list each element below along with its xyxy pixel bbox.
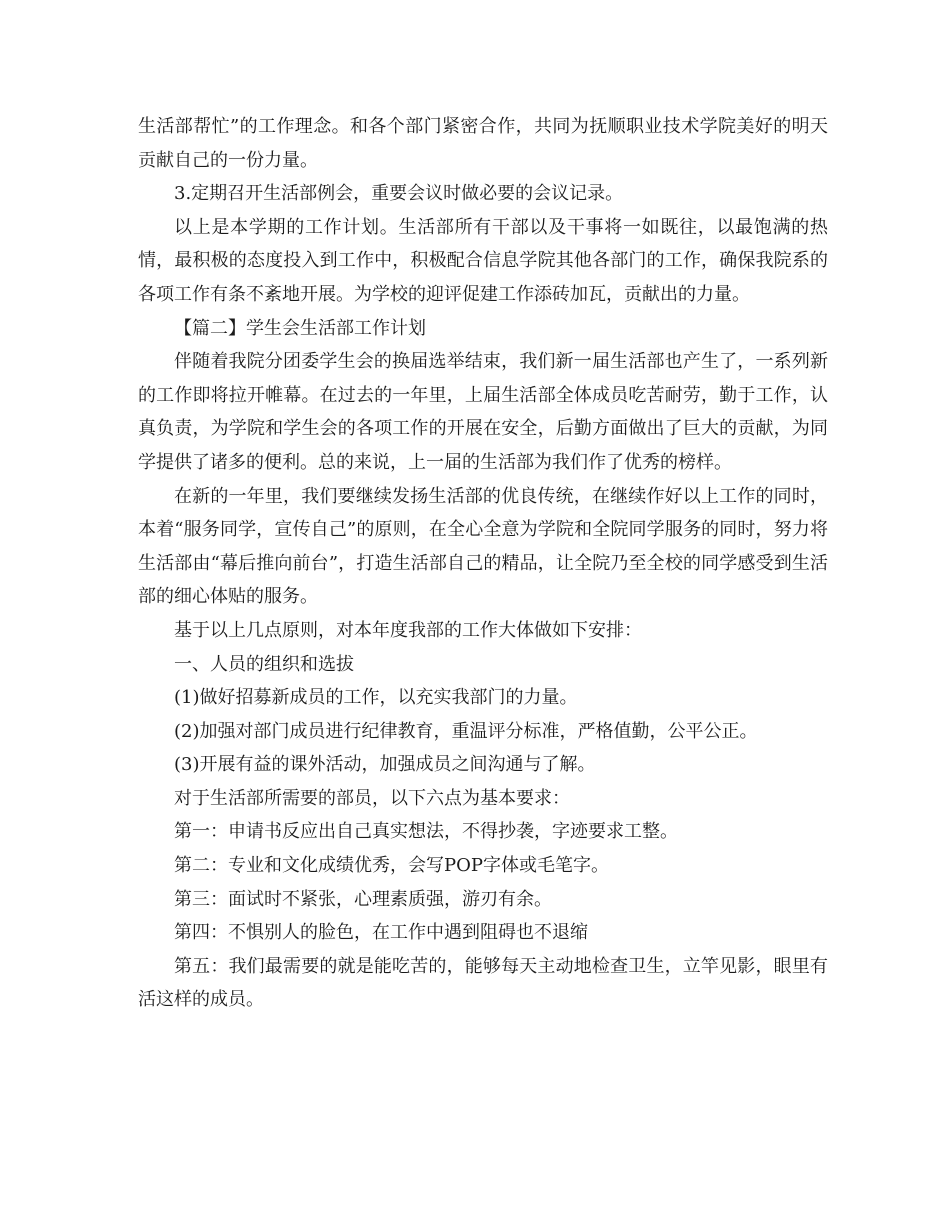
document-body: [138, 110, 828, 1017]
paragraph-2: 3.定期召开生活部例会，重要会议时做必要的会议记录。: [174, 183, 624, 205]
paragraph-3: 以上是本学期的工作计划。生活部所有干部以及干事将一如既往，以最饱满的热情，最积极的态度投入到工作中，积极配合信息学院其他各部门的工作，确保我院系的各项工作有条不紊地开展。为学校的迎评促建工作添砖加瓦，贡献出的力量。: [138, 216, 828, 305]
paragraph-1: 生活部帮忙”的工作理念。和各个部门紧密合作，共同为抚顺职业技术学院美好的明天贡献自己的一份力量。: [138, 116, 828, 171]
requirement-1: 第一：申请书反应出自己真实想法，不得抄袭，字迹要求工整。: [174, 821, 678, 843]
paragraph-7: 基于以上几点原则，对本年度我部的工作大体做如下安排：: [174, 619, 642, 641]
paragraph-5: 伴随着我院分团委学生会的换届选举结束，我们新一届生活部也产生了，一系列新的工作即将拉开帷幕。在过去的一年里，上届生活部全体成员吃苦耐劳，勤于工作，认真负责，为学院和学生会的各项工作的开展在安全，后勤方面做出了巨大的贡献，为同学提供了诸多的便利。总的来说，上一届的生活部为我们作了优秀的榜样。: [138, 351, 828, 473]
list-item-3: (3)开展有益的课外活动，加强成员之间沟通与了解。: [174, 754, 596, 776]
section-heading: 【篇二】学生会生活部工作计划: [174, 317, 426, 339]
requirements-intro: 对于生活部所需要的部员，以下六点为基本要求：: [174, 787, 570, 809]
list-item-2: (2)加强对部门成员进行纪律教育，重温评分标准，严格值勤，公平公正。: [174, 720, 758, 742]
requirement-2: 第二：专业和文化成绩优秀，会写POP字体或毛笔字。: [174, 855, 609, 877]
requirement-4: 第四：不惧别人的脸色，在工作中遇到阻碍也不退缩: [174, 922, 588, 944]
paragraph-6: 在新的一年里，我们要继续发扬生活部的优良传统，在继续作好以上工作的同时，本着“服务同学，宣传自己”的原则，在全心全意为学院和全院同学服务的同时，努力将生活部由“幕后推向前台”，打造生活部自己的精品，让全院乃至全校的同学感受到生活部的细心体贴的服务。: [138, 485, 828, 608]
requirement-5: 第五：我们最需要的就是能吃苦的，能够每天主动地检查卫生，立竿见影，眼里有活这样的成员。: [138, 955, 828, 1011]
requirement-3: 第三：面试时不紧张，心理素质强，游刃有余。: [174, 888, 552, 910]
list-item-1: (1)做好招募新成员的工作，以充实我部门的力量。: [174, 687, 578, 709]
subsection-heading: 一、人员的组织和选拔: [174, 653, 354, 675]
